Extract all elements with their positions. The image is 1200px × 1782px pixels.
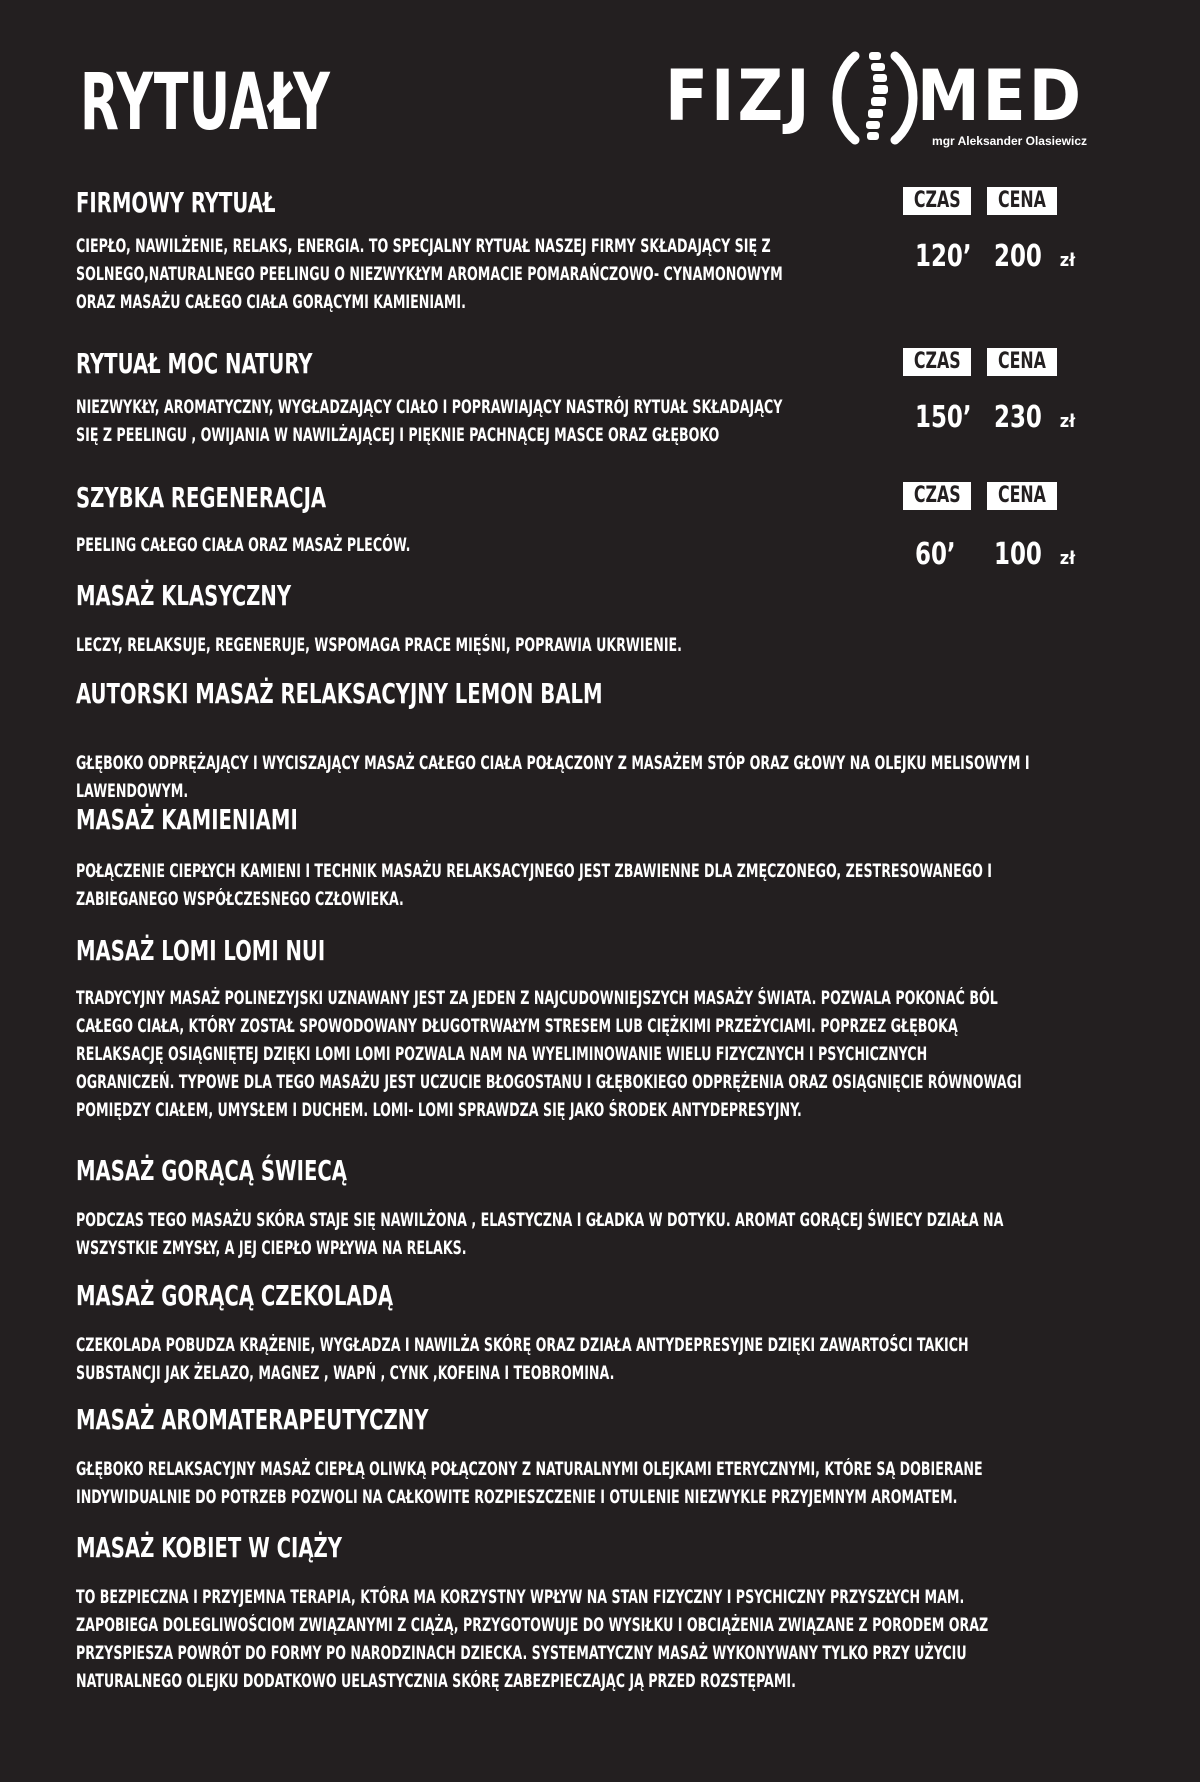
section-title: MASAŻ AROMATERAPEUTYCZNY	[76, 1403, 429, 1436]
logo-word-left: FIZJ	[665, 55, 813, 137]
section-title: MASAŻ KLASYCZNY	[76, 579, 292, 612]
logo-subtitle: mgr Aleksander Olasiewicz	[932, 134, 1087, 148]
price-header-badge: CENA	[987, 348, 1057, 376]
section-line: TRADYCYJNY MASAŻ POLINEZYJSKI UZNAWANY JEST ZA JEDEN Z NAJCUDOWNIEJSZYCH MASAŻY ŚWIATA. POZWALA POKONAĆ BÓL	[76, 988, 998, 1009]
item-description-line: ORAZ MASAŻU CAŁEGO CIAŁA GORĄCYMI KAMIENIAMI.	[76, 292, 466, 313]
logo-word-right: MED	[917, 55, 1085, 137]
time-header-badge: CZAS	[903, 348, 971, 376]
section-lomi-lomi	[76, 935, 1200, 1125]
section-line: ZABIEGANEGO WSPÓŁCZESNEGO CZŁOWIEKA.	[76, 889, 404, 910]
item-description-line: NIEZWYKŁY, AROMATYCZNY, WYGŁADZAJĄCY CIAŁO I POPRAWIAJĄCY NASTRÓJ RYTUAŁ SKŁADAJĄCY	[76, 397, 783, 418]
section-line: CZEKOLADA POBUDZA KRĄŻENIE, WYGŁADZA I NAWILŻA SKÓRĘ ORAZ DZIAŁA ANTYDEPRESYJNE DZIĘKI ZAWARTOŚCI TAKICH	[76, 1335, 969, 1356]
section-masaz-kamieniami	[76, 804, 1200, 914]
section-line: LECZY, RELAKSUJE, REGENERUJE, WSPOMAGA PRACE MIĘŚNI, POPRAWIA UKRWIENIE.	[76, 635, 682, 656]
priced-item-szybka-regeneracja	[76, 482, 516, 560]
item-title: RYTUAŁ MOC NATURY	[76, 347, 313, 380]
item-price: 200 zł	[994, 239, 1076, 274]
item-description-line: PEELING CAŁEGO CIAŁA ORAZ MASAŻ PLECÓW.	[76, 535, 411, 556]
item-price: 100 zł	[994, 537, 1076, 572]
section-line: SUBSTANCJI JAK ŻELAZO, MAGNEZ , WAPŃ , CYNK ,KOFEINA I TEOBROMINA.	[76, 1363, 615, 1384]
item-description-line: CIEPŁO, NAWILŻENIE, RELAKS, ENERGIA. TO SPECJALNY RYTUAŁ NASZEJ FIRMY SKŁADAJĄCY SIĘ Z	[76, 236, 771, 257]
section-masaz-klasyczny	[76, 580, 873, 660]
section-line: INDYWIDUALNIE DO POTRZEB POZWOLI NA CAŁKOWITE ROZPIESZCZENIE I OTULENIE NIEZWYKLE PRZYJEMNYM AROMATEM.	[76, 1487, 958, 1508]
item-title: SZYBKA REGENERACJA	[76, 481, 327, 514]
section-line: WSZYSTKIE ZMYSŁY, A JEJ CIEPŁO WPŁYWA NA RELAKS.	[76, 1238, 467, 1259]
section-title: MASAŻ LOMI LOMI NUI	[76, 934, 326, 967]
item-title: FIRMOWY RYTUAŁ	[76, 186, 276, 219]
section-title: MASAŻ GORĄCĄ CZEKOLADĄ	[76, 1279, 394, 1312]
section-title: MASAŻ KAMIENIAMI	[76, 803, 298, 836]
section-aromaterapeutyczny	[76, 1404, 1200, 1512]
item-time: 120’	[915, 239, 972, 274]
section-line: PODCZAS TEGO MASAŻU SKÓRA STAJE SIĘ NAWILŻONA , ELASTYCZNA I GŁADKA W DOTYKU. AROMAT GORĄCEJ ŚWIECY DZIAŁA NA	[76, 1210, 1004, 1231]
section-goraca-czekolada	[76, 1280, 1200, 1388]
section-title: MASAŻ KOBIET W CIĄŻY	[76, 1531, 343, 1564]
item-time: 150’	[915, 400, 972, 435]
section-line: PRZYSPIESZA POWRÓT DO FORMY PO NARODZINACH DZIECKA. SYSTEMATYCZNY MASAŻ WYKONYWANY TYLKO PRZY UŻYCIU	[76, 1643, 967, 1664]
section-line: TO BEZPIECZNA I PRZYJEMNA TERAPIA, KTÓRA MA KORZYSTNY WPŁYW NA STAN FIZYCZNY I PSYCHICZNY PRZYSZŁYCH MAM.	[76, 1587, 965, 1608]
priced-item-moc-natury	[76, 348, 1006, 450]
item-description-line: SOLNEGO,NATURALNEGO PEELINGU O NIEZWYKŁYM AROMACIE POMARAŃCZOWO- CYNAMONOWYM	[76, 264, 783, 285]
fizjomed-logo	[665, 48, 1095, 148]
page-title: RYTUAŁY	[80, 58, 331, 148]
time-header-badge: CZAS	[903, 482, 971, 510]
priced-item-firmowy-rytual	[76, 187, 1006, 317]
price-header-badge: CENA	[987, 482, 1057, 510]
section-title: MASAŻ GORĄCĄ ŚWIECĄ	[76, 1154, 348, 1187]
section-goraca-swieca	[76, 1155, 1200, 1263]
spine-logo-icon	[825, 48, 925, 148]
item-description-line: SIĘ Z PEELINGU , OWIJANIA W NAWILŻAJĄCEJ I PIĘKNIE PACHNĄCEJ MASCE ORAZ GŁĘBOKO	[76, 425, 720, 446]
section-line: CAŁEGO CIAŁA, KTÓRY ZOSTAŁ SPOWODOWANY DŁUGOTRWAŁYM STRESEM LUB CIĘŻKIMI PRZEŻYCIAMI. POPRZEZ GŁĘBOKĄ	[76, 1016, 958, 1037]
section-line: ZAPOBIEGA DOLEGLIWOŚCIOM ZWIĄZANYMI Z CIĄŻĄ, PRZYGOTOWUJE DO WYSIŁKU I OBCIĄŻENIA ZWIĄZANE Z PORODEM ORAZ	[76, 1615, 989, 1636]
time-header-badge: CZAS	[903, 187, 971, 215]
section-line: RELAKSACJĘ OSIĄGNIĘTEJ DZIĘKI LOMI LOMI POZWALA NAM NA WYELIMINOWANIE WIELU FIZYCZNYCH I PSYCHICZNYCH	[76, 1044, 928, 1065]
section-lemon-balm	[76, 678, 1200, 806]
item-time: 60’	[915, 537, 956, 572]
section-line: POŁĄCZENIE CIEPŁYCH KAMIENI I TECHNIK MASAŻU RELAKSACYJNEGO JEST ZBAWIENNE DLA ZMĘCZONEGO, ZESTRESOWANEGO I	[76, 861, 993, 882]
section-line: LAWENDOWYM.	[76, 781, 189, 802]
section-line: GŁĘBOKO RELAKSACYJNY MASAŻ CIEPŁĄ OLIWKĄ POŁĄCZONY Z NATURALNYMI OLEJKAMI ETERYCZNYMI, KTÓRE SĄ DOBIERANE	[76, 1459, 983, 1480]
section-line: POMIĘDZY CIAŁEM, UMYSŁEM I DUCHEM. LOMI- LOMI SPRAWDZA SIĘ JAKO ŚRODEK ANTYDEPRESYJNY.	[76, 1100, 802, 1121]
section-title: AUTORSKI MASAŻ RELAKSACYJNY LEMON BALM	[76, 677, 603, 710]
section-kobiet-w-ciazy	[76, 1532, 1200, 1696]
section-line: NATURALNEGO OLEJKU DODATKOWO UELASTYCZNIA SKÓRĘ ZABEZPIECZAJĄC JĄ PRZED ROZSTĘPAMI.	[76, 1671, 796, 1692]
section-line: GŁĘBOKO ODPRĘŻAJĄCY I WYCISZAJĄCY MASAŻ CAŁEGO CIAŁA POŁĄCZONY Z MASAŻEM STÓP ORAZ GŁOWY NA OLEJKU MELISOWYM I	[76, 753, 1030, 774]
item-price: 230 zł	[994, 400, 1076, 435]
price-header-badge: CENA	[987, 187, 1057, 215]
section-line: OGRANICZEŃ. TYPOWE DLA TEGO MASAŻU JEST UCZUCIE BŁOGOSTANU I GŁĘBOKIEGO ODPRĘŻENIA ORAZ OSIĄGNIĘCIE RÓWNOWAGI	[76, 1072, 1022, 1093]
